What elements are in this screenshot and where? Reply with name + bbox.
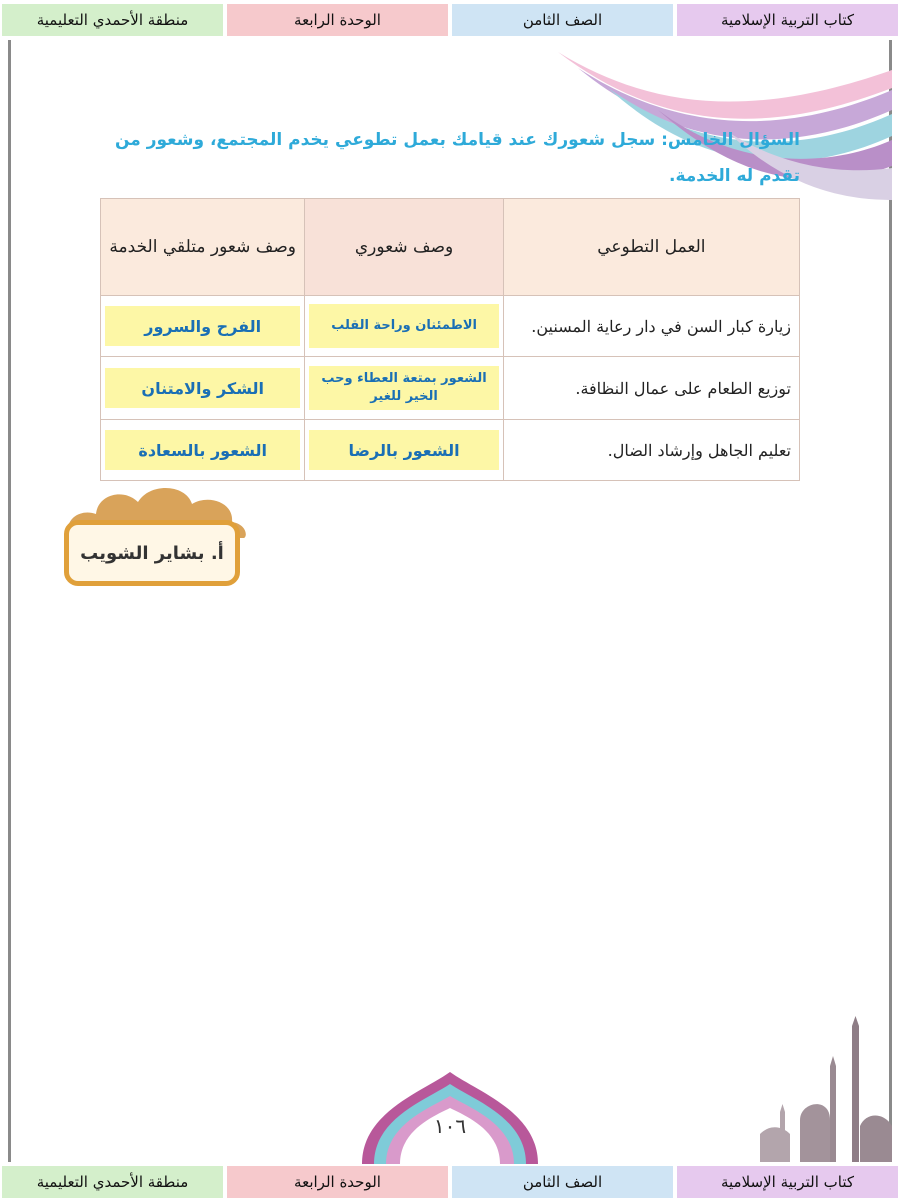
footer-unit: الوحدة الرابعة [227,1166,448,1198]
header-region: منطقة الأحمدي التعليمية [2,4,223,36]
recipient-feeling-answer: الشعور بالسعادة [105,430,300,470]
table-row [101,357,800,420]
table-header-my-feeling: وصف شعوري [305,199,503,296]
page-number: ١٠٦ [433,1114,467,1138]
table-header-row [101,199,800,296]
recipient-feeling-answer: الفرح والسرور [105,306,300,346]
footer-book-title: كتاب التربية الإسلامية [677,1166,898,1198]
recipient-feeling-answer: الشكر والامتنان [105,368,300,408]
mosque-silhouette-icon [760,1016,892,1162]
footer-grade: الصف الثامن [452,1166,673,1198]
footer-bar [0,1164,900,1200]
table-row [101,296,800,357]
header-bar [0,2,900,38]
table-row [101,420,800,481]
question-text: السؤال الخامس: سجل شعورك عند قيامك بعمل تطوعي يخدم المجتمع، وشعور من تقدم له الخدمة. [114,130,800,186]
table-cell-action: زيارة كبار السن في دار رعاية المسنين. [503,296,799,357]
my-feeling-answer: الاطمئنان وراحة القلب [309,304,498,348]
header-unit: الوحدة الرابعة [227,4,448,36]
footer-region: منطقة الأحمدي التعليمية [2,1166,223,1198]
table-cell-action: توزيع الطعام على عمال النظافة. [503,357,799,420]
header-grade: الصف الثامن [452,4,673,36]
author-badge: أ. بشاير الشويب [64,520,240,586]
table-header-action: العمل التطوعي [503,199,799,296]
table-cell-action: تعليم الجاهل وإرشاد الضال. [503,420,799,481]
header-book-title: كتاب التربية الإسلامية [677,4,898,36]
volunteer-feelings-table [100,198,800,481]
my-feeling-answer: الشعور بمتعة العطاء وحب الخير للغير [309,366,498,410]
my-feeling-answer: الشعور بالرضا [309,430,498,470]
table-header-recipient-feeling: وصف شعور متلقي الخدمة [101,199,305,296]
